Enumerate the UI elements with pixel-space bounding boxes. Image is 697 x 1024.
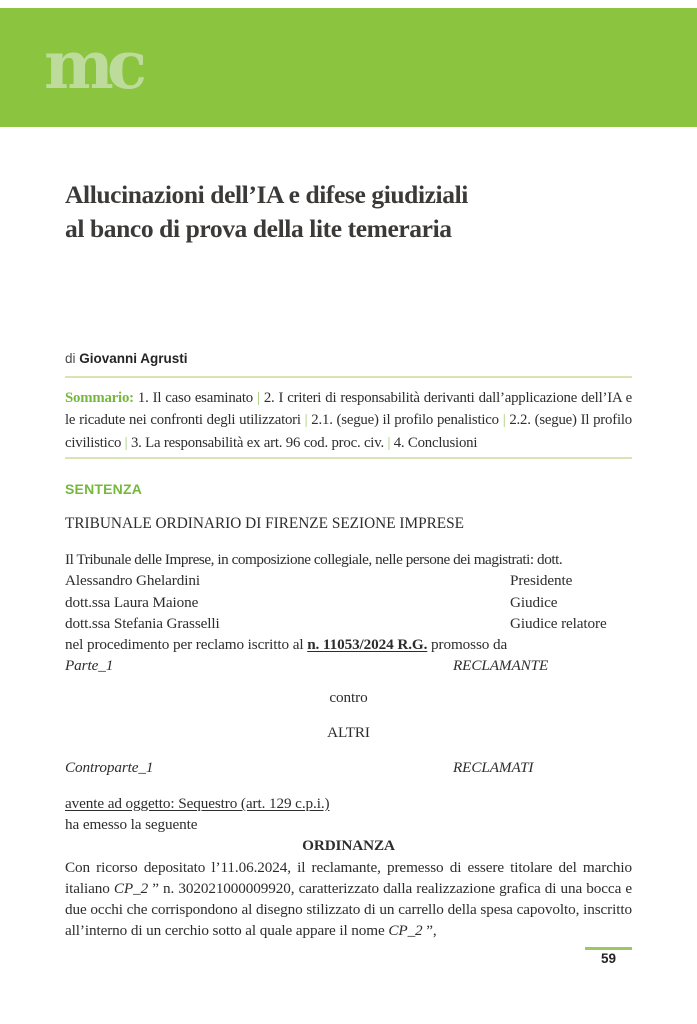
summary-item: 4. Conclusioni: [393, 434, 478, 451]
magistrate-name: dott.ssa Laura Maione: [65, 593, 199, 611]
subject-line: [65, 793, 632, 814]
order-paragraph-part2: ” n. 302021000009920, caratterizzato dalla realizzazione grafica di una bocca e due occhi che corrispondono al disegno stilizzato di un carrello della spesa capovolto, inscritto all’interno di un cerchio sotto al quale appare il nome: [65, 879, 632, 940]
order-heading: ORDINANZA: [302, 837, 395, 855]
claimant-role: RECLAMANTE: [453, 657, 549, 675]
magistrate-name: Alessandro Ghelardini: [65, 572, 200, 590]
summary-item: 3. La responsabilità ex art. 96 cod. proc. civ.: [130, 434, 384, 451]
summary-item: 2.2. (segue) Il profilo civilistico: [65, 412, 632, 451]
summary-item: 2. I criteri di responsabilità derivanti dall’applicazione dell’IA e le ricadute nei confronti degli utilizzatori: [65, 390, 633, 429]
magistrate-row: [65, 592, 632, 613]
order-paragraph-part3: ”,: [422, 922, 437, 940]
order-body: [65, 549, 632, 942]
others-line: ALTRI: [327, 724, 370, 742]
claimant-row: [65, 655, 632, 676]
magistrates: [65, 570, 632, 634]
magistrate-role: Presidente: [510, 572, 573, 590]
summary-label: Sommario:: [65, 390, 134, 406]
respondent-role: RECLAMATI: [453, 759, 534, 777]
summary-separator: |: [253, 390, 264, 406]
summary-item: 2.1. (segue) il profilo penalistico: [311, 412, 499, 429]
header-band: [0, 8, 697, 127]
procedure-line: [65, 634, 632, 655]
court-title: TRIBUNALE ORDINARIO DI FIRENZE SEZIONE IMPRESE: [65, 515, 464, 532]
divider-top: [65, 376, 632, 378]
magistrate-row: [65, 570, 632, 591]
versus-line: contro: [329, 688, 368, 706]
article-title-line2: al banco di prova della lite temeraria: [65, 214, 452, 243]
magistrate-role: Giudice: [510, 593, 558, 611]
procedure-after: promosso da: [427, 636, 508, 654]
summary-separator: |: [498, 412, 510, 429]
byline: [65, 351, 188, 366]
redacted-mark-1: CP_2: [113, 879, 149, 897]
byline-prefix: di: [65, 351, 80, 366]
issue-line: ha emesso la seguente: [65, 815, 198, 833]
summary-separator: |: [300, 412, 312, 429]
panel-intro: Il Tribunale delle Imprese, in composizione collegiale, nelle persone dei magistrati: dott.: [65, 551, 563, 568]
page-number-rule: [585, 947, 632, 950]
order-paragraph: [65, 857, 632, 942]
subject-text: avente ad oggetto: Sequestro (art. 129 c.p.i.): [65, 794, 330, 812]
summary-separator: |: [383, 434, 394, 451]
author-name: Giovanni Agrusti: [79, 351, 188, 366]
respondent-name: Controparte_1: [65, 759, 154, 777]
magistrate-role: Giudice relatore: [510, 614, 607, 632]
summary-item: 1. Il caso esaminato: [137, 390, 254, 406]
magistrate-name: dott.ssa Stefania Grasselli: [65, 614, 220, 632]
article-title: [65, 178, 632, 246]
section-label-sentenza: SENTENZA: [65, 481, 143, 497]
summary-paragraph: [65, 387, 632, 454]
case-number: n. 11053/2024 R.G.: [307, 636, 428, 654]
summary-text: [65, 390, 632, 451]
divider-bottom: [65, 457, 632, 459]
article-title-line1: Allucinazioni dell’IA e difese giudiziali: [65, 180, 468, 209]
page-number: 59: [600, 951, 617, 966]
claimant-name: Parte_1: [65, 657, 114, 675]
respondent-row: [65, 757, 632, 778]
redacted-mark-2: CP_2: [388, 922, 423, 940]
mc-logo: mc: [44, 26, 141, 104]
magistrate-row: [65, 613, 632, 634]
procedure-before: nel procedimento per reclamo iscritto al: [65, 636, 308, 654]
summary-separator: |: [121, 434, 131, 451]
order-paragraph-part1: Con ricorso depositato l’11.06.2024, il reclamante, premesso di essere titolare del marchio italiano: [65, 858, 632, 897]
